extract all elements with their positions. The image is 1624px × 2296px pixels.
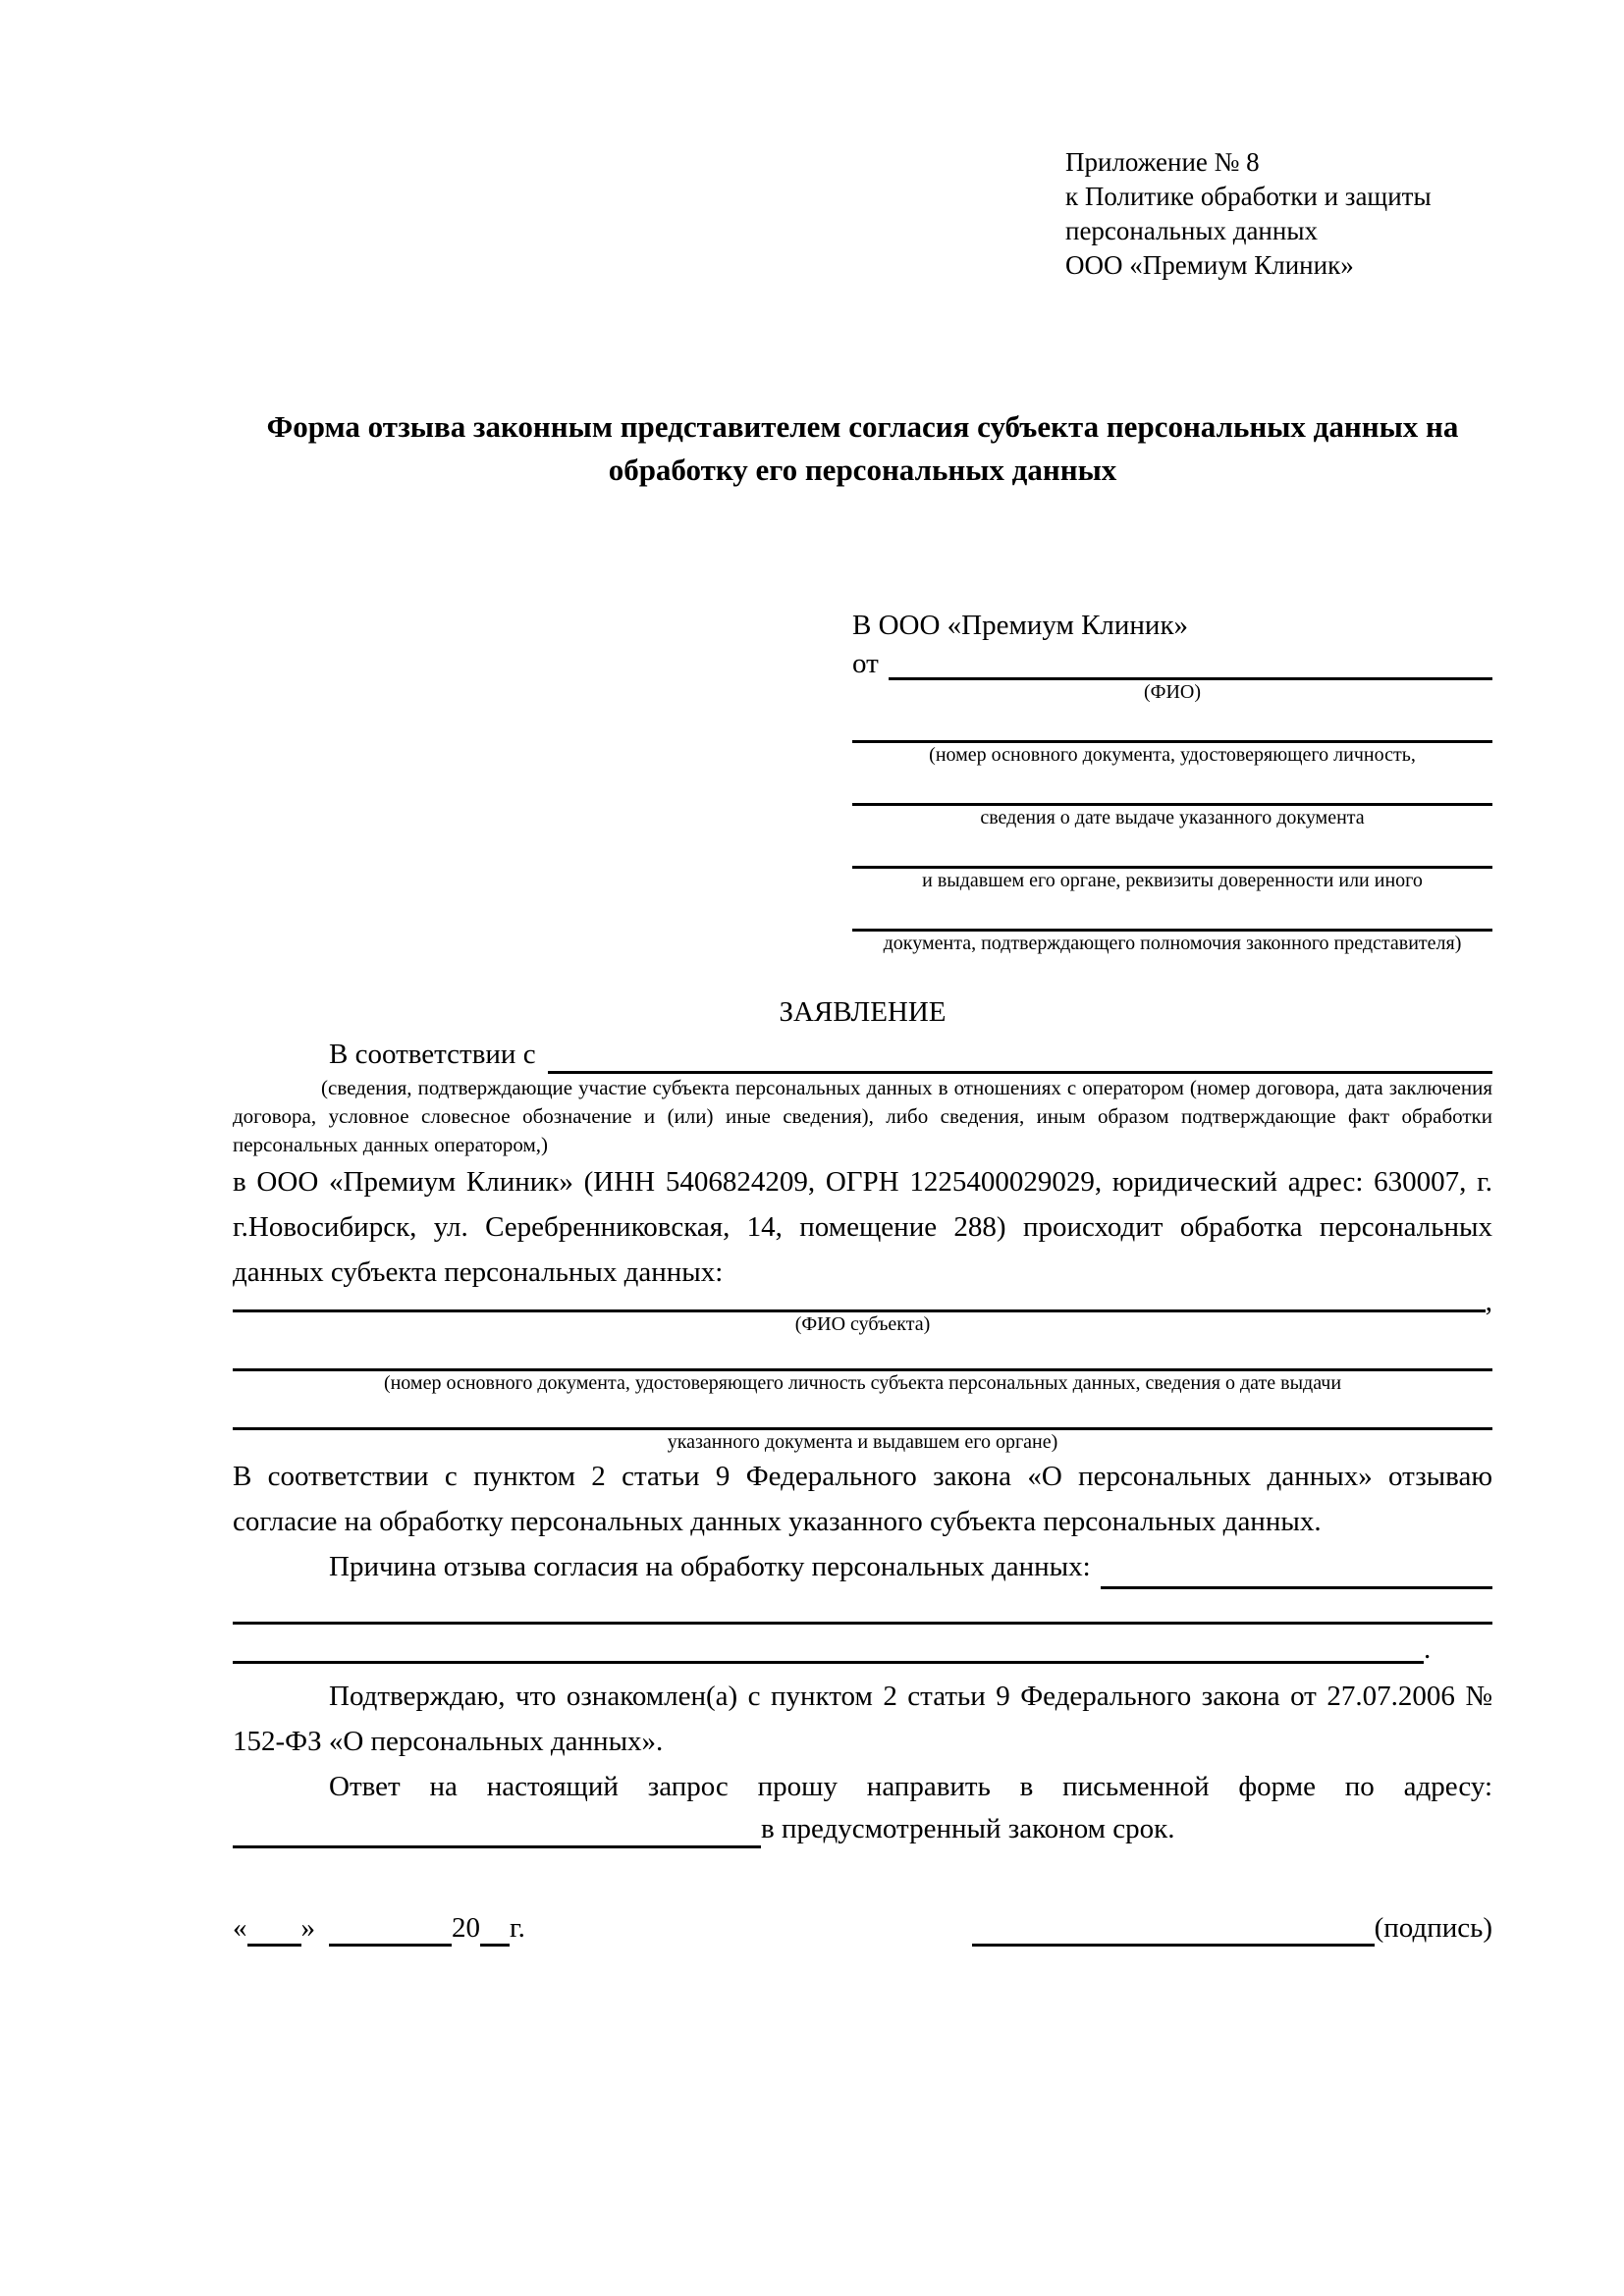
- accordance-label: В соответствии с: [329, 1039, 536, 1070]
- subject-fio-row: [233, 1286, 1492, 1317]
- reason-row: [233, 1544, 1492, 1589]
- reply-request-paragraph: Ответ на настоящий запрос прошу направить в письменной форме по адресу:: [329, 1771, 1492, 1802]
- addressee-block: [852, 603, 1492, 955]
- document-number-blank-line: [852, 704, 1492, 743]
- addressee-to: В ООО «Премиум Клиник»: [852, 610, 1189, 641]
- subject-fio-comma: ,: [1485, 1286, 1492, 1317]
- reply-tail-text: в предусмотренный законом срок.: [761, 1813, 1175, 1844]
- date-signature-row: [233, 1909, 1492, 1947]
- document-number-caption: (номер основного документа, удостоверяющего личность,: [929, 744, 1416, 766]
- subject-document-caption-2: указанного документа и выдавшем его органе): [667, 1431, 1058, 1453]
- signature-group: [972, 1909, 1492, 1947]
- reason-blank-line: [1101, 1586, 1492, 1589]
- statement-heading: ЗАЯВЛЕНИЕ: [779, 996, 947, 1028]
- issuing-authority-caption: и выдавшем его органе, реквизиты доверенности или иного: [922, 870, 1423, 891]
- issue-date-caption: сведения о дате выдаче указанного документа: [980, 807, 1365, 828]
- date-quote-open: «: [233, 1912, 247, 1944]
- appendix-line: Приложение № 8: [1065, 147, 1260, 177]
- reason-continuation-blank-line-2: [233, 1625, 1424, 1664]
- subject-document-caption-1: (номер основного документа, удостоверяющего личность субъекта персональных данных, сведения о дате выдачи: [383, 1372, 1342, 1394]
- appendix-note: [1065, 0, 1492, 283]
- withdrawal-paragraph: В соответствии с пунктом 2 статьи 9 Федерального закона «О персональных данных» отзываю согласие на обработку персональных данных указанного субъекта персональных данных.: [233, 1461, 1492, 1537]
- reason-period: .: [1424, 1633, 1432, 1665]
- confirmation-paragraph: Подтверждаю, что ознакомлен(а) с пунктом 2 статьи 9 Федерального закона от 27.07.2006 № 152-ФЗ «О персональных данных».: [233, 1681, 1492, 1757]
- date-group: [233, 1909, 525, 1947]
- from-label: от: [852, 648, 879, 679]
- reply-address-row: [233, 1809, 1492, 1848]
- accordance-row: [233, 1035, 1492, 1074]
- date-quote-close: »: [300, 1912, 315, 1944]
- accordance-footnote: (сведения, подтверждающие участие субъекта персональных данных в отношениях с оператором (номер договора, дата заключения договора, условное словесное обозначение и (или) иные сведения), либо сведения, иным образом подтверждающие факт обработки персональных данных оператором,): [233, 1076, 1492, 1156]
- appendix-line: к Политике обработки и защиты: [1065, 182, 1432, 211]
- representative-authority-caption: документа, подтверждающего полномочия законного представителя): [883, 933, 1462, 954]
- document-title: Форма отзыва законным представителем согласия субъекта персональных данных на обработку его персональных данных: [266, 409, 1459, 487]
- signature-blank-line: [972, 1911, 1375, 1947]
- signature-caption: (подпись): [1374, 1912, 1492, 1944]
- subject-document-blank-line: [233, 1336, 1492, 1371]
- date-year-prefix: 20: [452, 1912, 480, 1944]
- issuing-authority-blank-line: [852, 829, 1492, 869]
- date-year-blank: [480, 1911, 510, 1947]
- date-year-suffix: г.: [510, 1912, 525, 1944]
- reason-continuation-blank-line: [233, 1589, 1492, 1625]
- subject-document-blank-line-2: [233, 1395, 1492, 1430]
- representative-authority-blank-line: [852, 892, 1492, 932]
- date-month-blank: [329, 1911, 452, 1947]
- reply-address-blank-line: [233, 1815, 761, 1848]
- issue-date-blank-line: [852, 767, 1492, 806]
- reason-continuation-row-2: [233, 1625, 1492, 1664]
- subject-fio-caption: (ФИО субъекта): [794, 1313, 931, 1335]
- appendix-line: ООО «Премиум Клиник»: [1065, 250, 1354, 280]
- reason-label: Причина отзыва согласия на обработку персональных данных:: [329, 1551, 1091, 1582]
- fio-caption: (ФИО): [1143, 681, 1201, 703]
- operator-paragraph: в ООО «Премиум Клиник» (ИНН 5406824209, ОГРН 1225400029029, юридический адрес: 630007, г. г.Новосибирск, ул. Серебренниковская, 14, помещение 288) происходит обработка персональных данных субъекта персональных данных:: [233, 1166, 1492, 1288]
- date-day-blank: [247, 1911, 301, 1947]
- addressee-from-row: [852, 648, 1492, 680]
- appendix-line: персональных данных: [1065, 216, 1318, 245]
